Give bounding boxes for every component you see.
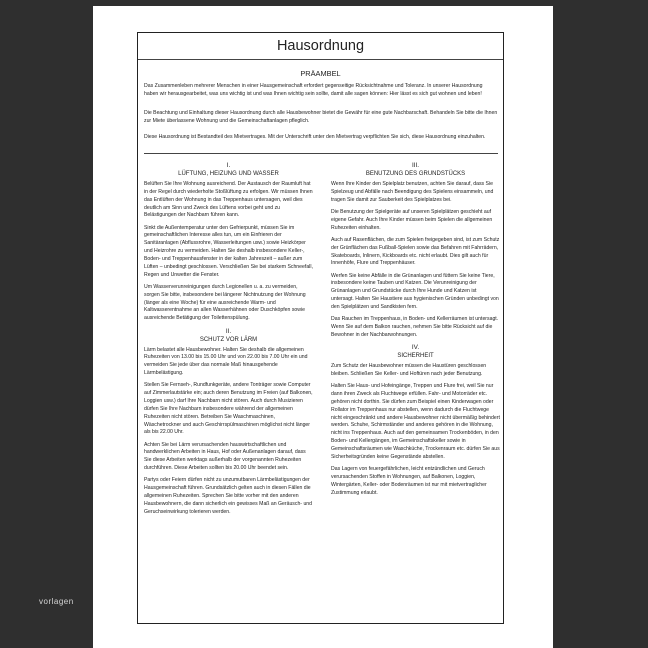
section-title: SCHUTZ VOR LÄRM	[199, 336, 258, 343]
section-number: II.	[225, 327, 232, 335]
paragraph: Um Wasserverunreinigungen durch Legionellen u. a. zu vermeiden, sorgen Sie bitte, insbesondere bei längerer Nichtnutzung der Wohnung (länger als eine Woche) für eine ausreichende Warm- und Kaltwasserentnahme an allen Wasserhähnen oder Duschköpfen sowie ausreichende Betätigung der Toilettenspülung.	[144, 283, 306, 322]
paragraph: Belüften Sie Ihre Wohnung ausreichend. Der Austausch der Raumluft hat in der Regel durch wiederholte Stoßlüftung zu erfolgen. Wir müssen Ihnen das Entlüften der Wohnung in das Treppenhaus untersagen, weil dies deutlich am Sinn und Zweck des Lüftens vorbei geht und zu Belästigungen der Nachbarn führen kann.	[144, 181, 313, 219]
paragraph: Wenn Ihre Kinder den Spielplatz benutzen, achten Sie darauf, dass Sie Spielzeug und Abfälle nach Beendigung des Spielens einsammeln, und tragen Sie damit zur Sauberkeit des Spielplatzes bei.	[331, 181, 494, 203]
preamble-paragraph: Das Zusammenleben mehrerer Menschen in einer Hausgemeinschaft erfordert gegenseitige Rücksichtnahme und Toleranz. In unserer Hausordnung haben wir herausgearbeitet, was uns wichtig ist und was Ihnen wichtig sein sollte, damit alle sagen können: Hier lässt es sich gut wohnen und leben!	[144, 83, 483, 97]
section-title: BENUTZUNG DES GRUNDSTÜCKS	[365, 171, 466, 177]
paragraph: Die Benutzung der Spielgeräte auf unseren Spielplätzen geschieht auf eigene Gefahr. Auch Ihre Kinder müssen beim Spielen die allgemeinen Ruhezeiten einhalten.	[331, 208, 493, 231]
vorlagen-watermark: vorlagen	[39, 597, 74, 606]
section-number: IV.	[411, 344, 420, 352]
preamble-paragraph: Die Beachtung und Einhaltung dieser Hausordnung durch alle Hausbewohner bietet die Gewähr für eine gute Nachbarschaft. Behandeln Sie bitte die Ihnen zur Miete überlassene Wohnung und die Gemeinschaftanlagen pfleglich.	[144, 110, 498, 124]
paragraph: Lärm belastet alle Hausbewohner. Halten Sie deshalb die allgemeinen Ruhezeiten von 13.00 bis 15.00 Uhr und von 22.00 bis 7.00 Uhr ein und vermeiden Sie jede über das normale Maß hinausgehende Lärmbelästigung.	[144, 346, 308, 377]
section-title: SICHERHEIT	[397, 353, 434, 360]
paragraph: Halten Sie Haus- und Hofeingänge, Treppen und Flure frei, weil Sie nur dann ihren Zweck als Fluchtwege erfüllen. Fahr- und Motorräder etc. gehören nicht dorthin. Sie dürfen zum Beispiel einen Kinderwagen oder Rollator im Treppenhaus nur abstellen, wenn dadurch die Fluchtwege nicht eingeschränkt und andere Hausbewohner nicht übermäßig behindert werden. Schuhe, Schirmständer und anderes gehören in die Wohnung, nicht ins Treppenhaus. Auch auf den gemeinsamen Trockenböden, in den Boden- und Kellergängen, im Gemeinschaftskeller sowie in Gemeinschaftsräumen wie Waschküche, Trockenraum etc. dürfen Sie aus Sicherheitsgründen keine Gegenstände abstellen.	[331, 383, 500, 460]
paragraph: Das Rauchen im Treppenhaus, in Boden- und Kellerräumen ist untersagt. Wenn Sie auf dem Balkon rauchen, nehmen Sie bitte Rücksicht auf die Bewohner in der Nachbarwohnungen.	[331, 316, 499, 338]
document-title: Hausordnung	[138, 33, 503, 60]
preamble-paragraph: Diese Hausordnung ist Bestandteil des Mietvertrages. Mit der Unterschrift unter den Mietvertrag verpflichten Sie sich, diese Hausordnung einzuhalten.	[144, 134, 486, 140]
paragraph: Zum Schutz der Hausbewohner müssen die Haustüren geschlossen bleiben. Schließen Sie Keller- und Hoftüren nach jeder Benutzung.	[331, 363, 487, 377]
paragraph: Partys oder Feiern dürfen nicht zu unzumutbaren Lärmbelästigungen der Hausgemeinschaft führen. Grundsätzlich gelten auch in diesen Fällen die allgemeinen Ruhezeiten. Sprechen Sie bitte vorher mit den anderen Hausbewohnern, die dann sicherlich ein gewisses Maß an Geräusch- und Geruchseinwirkung tolerieren werden.	[144, 477, 313, 515]
section-title: LÜFTUNG, HEIZUNG UND WASSER	[178, 171, 279, 177]
paragraph: Achten Sie bei Lärm verursachenden hauswirtschaftlichen und handwerklichen Arbeiten in Haus, Hof oder Außenanlagen darauf, dass Sie diese Arbeiten werktags außerhalb der vorgenannten Ruhezeiten durchführen. Diese Arbeiten sollten bis 20.00 Uhr beendet sein.	[144, 441, 306, 472]
paragraph: Stellen Sie Fernseh-, Rundfunkgeräte, andere Tonträger sowie Computer auf Zimmerlautstärke ein; auch deren Benutzung im Freien (auf Balkonen, Loggien usw.) darf Ihre Nachbarn nicht stören. Auch durch Musizieren dürfen Sie Ihre Nachbarn insbesondere während der allgemeinen Ruhezeiten nicht stören. Betreiben Sie Waschmaschinen, Wäschetrockner und auch Geschirrspülmaschinen möglichst nicht länger als bis 22.00 Uhr.	[144, 382, 313, 436]
right-column	[331, 162, 500, 502]
preamble-title: PRÄAMBEL	[300, 69, 341, 78]
section-number: I.	[226, 162, 231, 169]
house-rules-frame	[137, 32, 504, 624]
paragraph: Werfen Sie keine Abfälle in die Grünanlagen und füttern Sie keine Tiere, insbesondere keine Tauben und Katzen. Die Verunreinigung der Grünanlagen und Grundstücke durch Ihre Hunde und Katzen ist untersagt. Halten Sie Haustiere aus hygienischen Gründen unbedingt von den Spielplätzen und Sandkisten fern.	[331, 272, 499, 310]
paragraph: Sinkt die Außentemperatur unter den Gefrierpunkt, müssen Sie im gemeinschaftlichen Interesse alles tun, um ein Einfrieren der Sanitäranlagen (Abflussrohre, Wasserleitungen usw.) sowie Heizkörper und Heizrohre zu vermeiden. Halten Sie deshalb insbesondere Keller-, Boden- und Treppenhausfenster in der kalten Jahreszeit – außer zum Lüften – unbedingt geschlossen. Verschließen Sie bei starkem Schneefall, Regen und Unwetter die Fenster.	[144, 224, 313, 278]
section-divider	[144, 153, 498, 154]
left-column	[144, 162, 313, 521]
section-number: III.	[411, 162, 420, 169]
paragraph: Auch auf Rasenflächen, die zum Spielen freigegeben sind, ist zum Schutz der Grünflächen das Fußball-Spielen sowie das Befahren mit Fahrrädern, Skateboards, Inlinern, Kickboards etc. nicht erlaubt. Dies gilt auch für Innenhöfe, Flure und Treppenhäuser.	[331, 236, 500, 267]
paragraph: Das Lagern von feuergefährlichen, leicht entzündlichen und Geruch verursachenden Stoffen in Wohnungen, auf Balkonen, Loggien, Wintergärten, Keller- oder Bodenräumen ist nur mit mietvertraglicher Zustimmung erlaubt.	[331, 466, 487, 496]
